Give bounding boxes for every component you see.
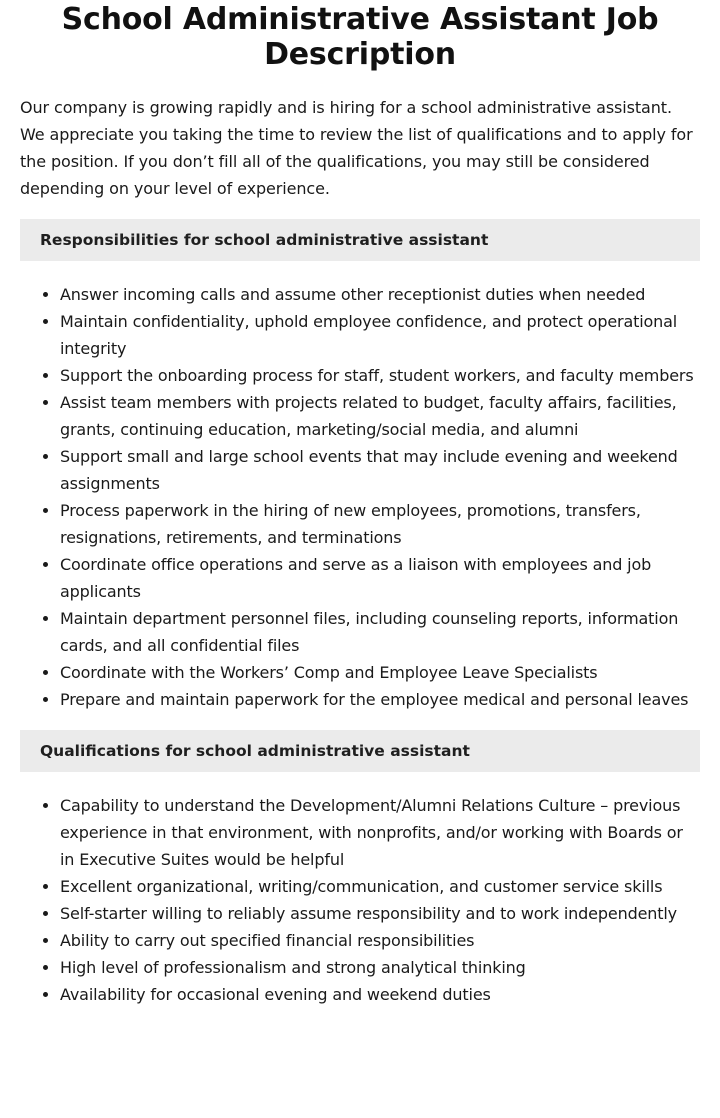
- list-item: • Maintain confidentiality, uphold employee confidence, and protect operational integrity: [60, 308, 700, 362]
- list-item: • Process paperwork in the hiring of new employees, promotions, transfers, resignations, retirements, and terminations: [60, 497, 700, 551]
- list-item: • Assist team members with projects related to budget, faculty affairs, facilities, grants, continuing education, marketing/social media, and alumni: [60, 389, 700, 443]
- list-item: • Self-starter willing to reliably assume responsibility and to work independently: [60, 900, 700, 927]
- qualifications-list: [20, 792, 700, 1008]
- responsibilities-list: [20, 281, 700, 713]
- qualifications-heading: [20, 730, 700, 772]
- intro-paragraph: Our company is growing rapidly and is hiring for a school administrative assistant. We appreciate you taking the time to review the list of qualifications and to apply for the position. If you don’t fill all of the qualifications, you may still be considered depending on your level of experience.: [20, 98, 693, 198]
- list-item: • Coordinate with the Workers’ Comp and Employee Leave Specialists: [60, 659, 700, 686]
- list-item: • Availability for occasional evening and weekend duties: [60, 981, 700, 1008]
- list-item: • Prepare and maintain paperwork for the employee medical and personal leaves: [60, 686, 700, 713]
- list-item: • Excellent organizational, writing/communication, and customer service skills: [60, 873, 700, 900]
- list-item: • Maintain department personnel files, including counseling reports, information cards, and all confidential files: [60, 605, 700, 659]
- page-title: School Administrative Assistant Job Description: [61, 2, 659, 72]
- list-item: • Capability to understand the Development/Alumni Relations Culture – previous experience in that environment, with nonprofits, and/or working with Boards or in Executive Suites would be helpful: [60, 792, 700, 873]
- list-item: • Ability to carry out specified financial responsibilities: [60, 927, 700, 954]
- list-item: • High level of professionalism and strong analytical thinking: [60, 954, 700, 981]
- list-item: • Support small and large school events that may include evening and weekend assignments: [60, 443, 700, 497]
- list-item: • Coordinate office operations and serve as a liaison with employees and job applicants: [60, 551, 700, 605]
- responsibilities-heading-label: Responsibilities for school administrative assistant: [40, 231, 489, 249]
- list-item: • Answer incoming calls and assume other receptionist duties when needed: [60, 281, 700, 308]
- qualifications-heading-label: Qualifications for school administrative assistant: [40, 742, 470, 760]
- responsibilities-heading: [20, 219, 700, 261]
- list-item: • Support the onboarding process for staff, student workers, and faculty members: [60, 362, 700, 389]
